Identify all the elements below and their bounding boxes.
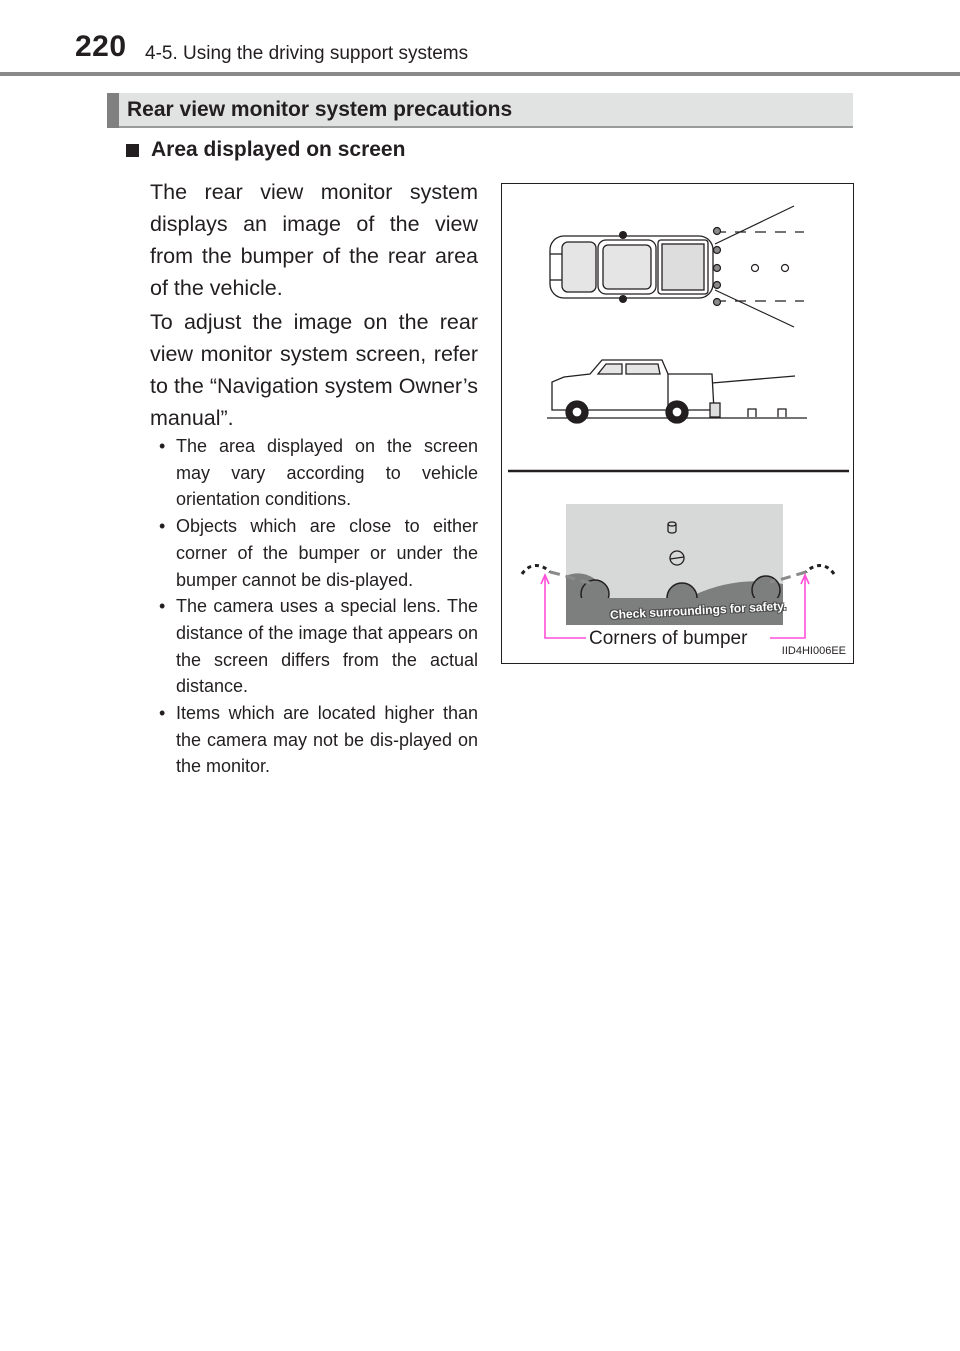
paragraph-intro: The rear view monitor system displays an image of the view from the bumper of the rear area of the vehicle. bbox=[150, 180, 478, 300]
pickup-truck-side-view-icon bbox=[552, 360, 720, 423]
note-item: • Objects which are close to either corner of the bumper or under the bumper cannot be dis-played. bbox=[156, 513, 478, 593]
subsection-heading-text: Area displayed on screen bbox=[151, 138, 406, 161]
square-bullet-icon bbox=[126, 144, 139, 157]
figure-code: IID4HI006EE bbox=[781, 645, 846, 657]
pickup-truck-top-view-icon bbox=[550, 231, 713, 303]
figure-illustration bbox=[502, 184, 855, 665]
section-title: Rear view monitor system precautions bbox=[127, 98, 513, 121]
screen-warning-text: Check surroundings for safety. bbox=[609, 598, 787, 622]
paragraph-adjust: To adjust the image on the rear view monitor system screen, refer to the “Navigation system Owner’s manual”. bbox=[150, 310, 478, 430]
note-item: • The camera uses a special lens. The distance of the image that appears on the screen differs from the actual distance. bbox=[156, 593, 478, 700]
subsection-heading bbox=[126, 138, 405, 162]
camera-coverage-lines bbox=[715, 206, 804, 327]
page-number: 220 bbox=[75, 30, 127, 63]
callout-label: Corners of bumper bbox=[589, 628, 748, 649]
note-item: • The area displayed on the screen may vary according to vehicle orientation conditions. bbox=[156, 433, 478, 513]
chapter-title: 4-5. Using the driving support systems bbox=[145, 43, 469, 64]
note-item: • Items which are located higher than the camera may not be dis-played on the monitor. bbox=[156, 700, 478, 780]
section-header bbox=[107, 93, 853, 128]
rear-view-figure bbox=[501, 183, 854, 664]
note-list bbox=[156, 433, 478, 780]
header-divider bbox=[0, 72, 960, 76]
section-accent bbox=[107, 93, 119, 128]
